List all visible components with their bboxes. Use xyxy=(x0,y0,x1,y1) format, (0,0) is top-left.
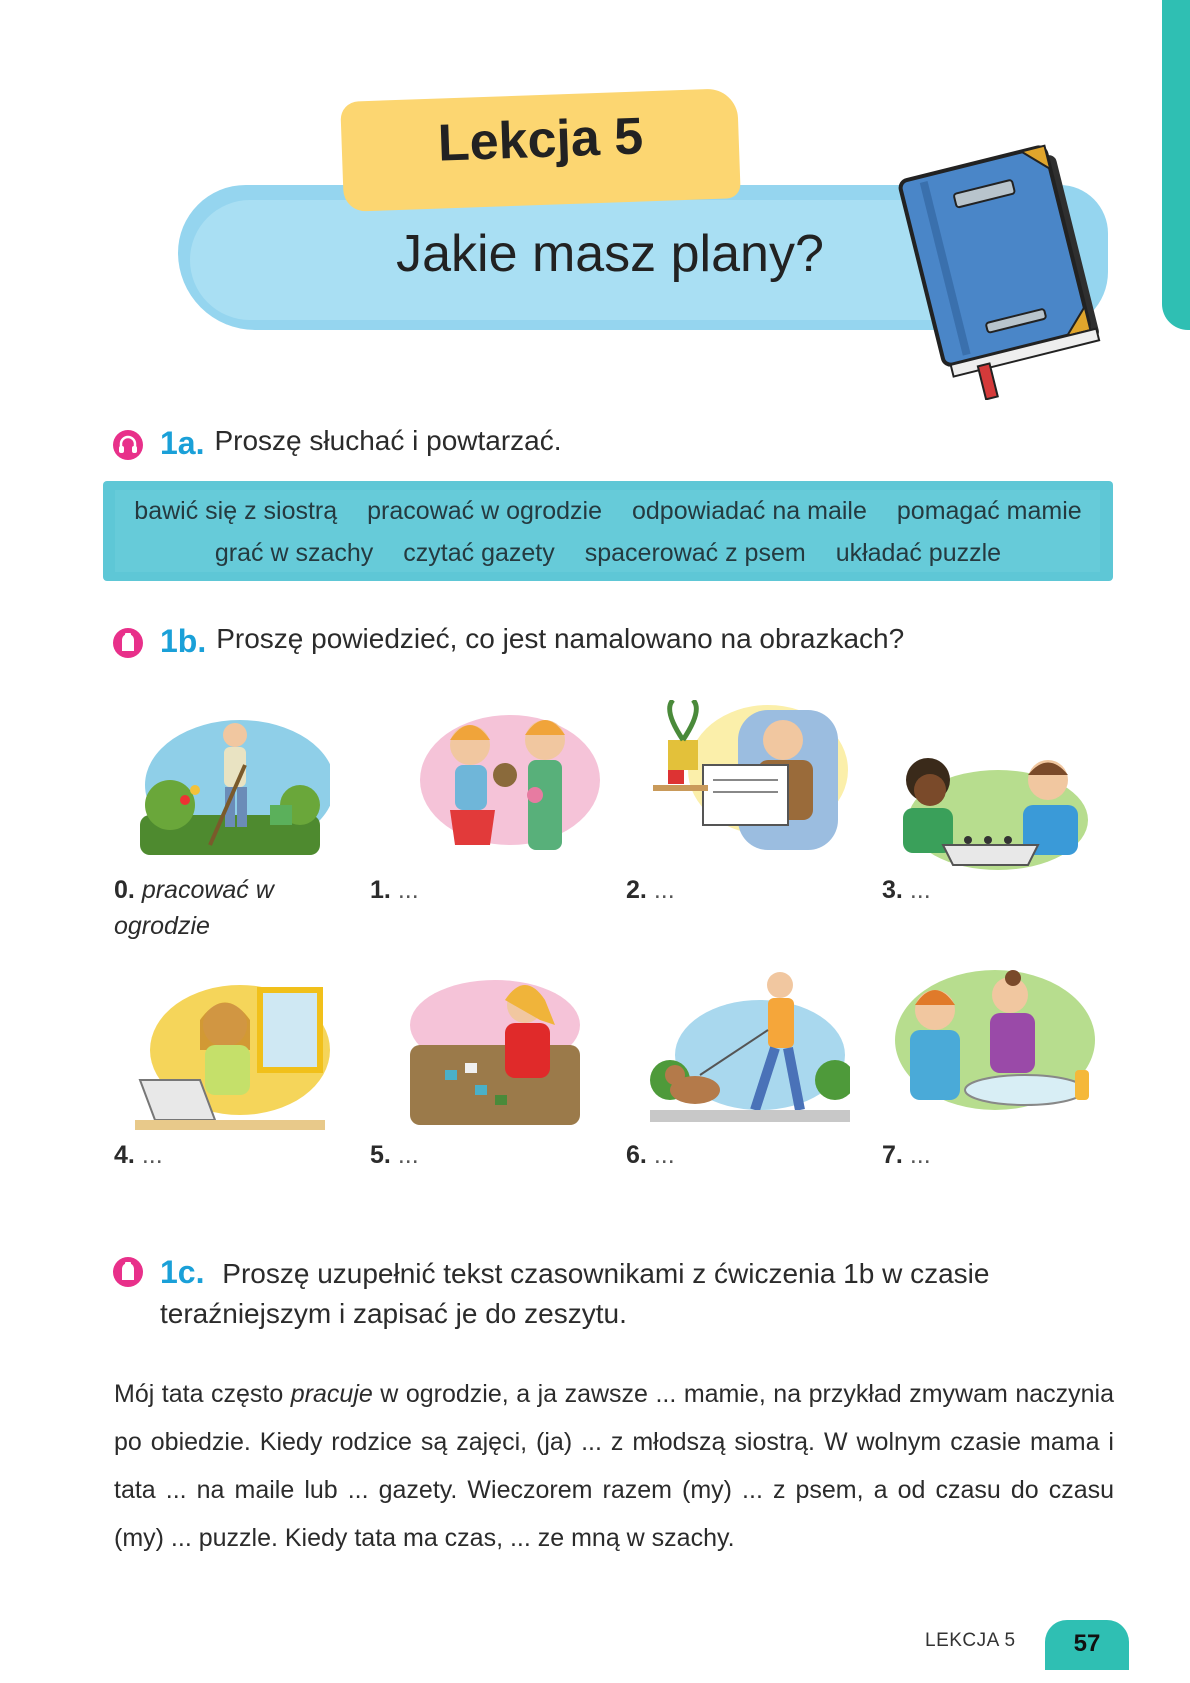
caption-0 xyxy=(114,872,324,944)
caption-4 xyxy=(114,1137,324,1173)
laptop-email-illustration xyxy=(130,980,330,1140)
exercise-1c-heading xyxy=(112,1252,1112,1334)
caption-number: 2. xyxy=(626,876,647,904)
caption-3 xyxy=(882,872,1092,908)
caption-number: 3. xyxy=(882,876,903,904)
exercise-instruction: Proszę powiedzieć, co jest namalowano na obrazkach? xyxy=(216,623,905,654)
caption-text: pracować w ogrodzie xyxy=(114,876,274,940)
exercise-text xyxy=(114,1370,1114,1562)
caption-number: 6. xyxy=(626,1141,647,1169)
playing-chess-illustration xyxy=(888,735,1088,895)
word-item: układać puzzle xyxy=(835,539,1002,567)
exercise-number: 1c. xyxy=(160,1254,205,1290)
text-part: Mój tata często xyxy=(114,1380,291,1408)
speech-icon xyxy=(112,627,144,659)
playing-sisters-illustration xyxy=(410,705,610,865)
word-item: grać w szachy xyxy=(214,539,374,567)
word-item: czytać gazety xyxy=(403,539,555,567)
page-number: 57 xyxy=(1045,1620,1129,1670)
caption-number: 4. xyxy=(114,1141,135,1169)
exercise-1a-heading xyxy=(112,425,562,462)
exercise-number: 1a. xyxy=(160,425,205,461)
caption-1 xyxy=(370,872,580,908)
caption-text: ... xyxy=(909,876,931,904)
caption-2 xyxy=(626,872,836,908)
word-item: spacerować z psem xyxy=(584,539,806,567)
caption-5 xyxy=(370,1137,580,1173)
caption-text: ... xyxy=(141,1141,163,1169)
caption-number: 7. xyxy=(882,1141,903,1169)
lesson-label: Lekcja 5 xyxy=(436,107,645,173)
puzzle-illustration xyxy=(405,975,605,1135)
exercise-instruction-line2: teraźniejszym i zapisać je do zeszytu. xyxy=(160,1298,627,1329)
word-row-2 xyxy=(103,539,1113,568)
side-tab xyxy=(1162,0,1190,330)
reading-newspaper-illustration xyxy=(648,700,848,860)
exercise-instruction-block xyxy=(160,1252,989,1334)
text-part: w ogrodzie, a ja zawsze ... mamie, na przykład zmywam naczynia po obiedzie. Kiedy rodzice są zajęci, (ja) ... z młodszą siostrą. W wolnym czasie mama i tata ... na maile lub ... gazety. Wieczorem razem (my) ... z psem, a od czasu do czasu (my) ... puzzle. Kiedy tata ma czas, ... ze mną w szachy. xyxy=(114,1380,1115,1552)
word-row-1 xyxy=(103,497,1113,526)
word-item: pomagać mamie xyxy=(896,497,1082,525)
gardening-illustration xyxy=(130,705,330,865)
book-icon xyxy=(880,130,1120,400)
word-item: bawić się z siostrą xyxy=(134,497,338,525)
word-item: odpowiadać na maile xyxy=(632,497,867,525)
caption-number: 0. xyxy=(114,876,135,904)
exercise-instruction: Proszę słuchać i powtarzać. xyxy=(214,425,562,456)
caption-text: ... xyxy=(397,1141,419,1169)
text-example: pracuje xyxy=(290,1380,373,1408)
speech-icon xyxy=(112,1256,144,1288)
exercise-instruction-line1: Proszę uzupełnić tekst czasownikami z ćwiczenia 1b w czasie xyxy=(222,1258,990,1289)
walking-dog-illustration xyxy=(650,970,850,1130)
caption-text: ... xyxy=(909,1141,931,1169)
exercise-1b-heading xyxy=(112,623,904,660)
headphones-icon xyxy=(112,429,144,461)
exercise-number: 1b. xyxy=(160,623,207,659)
page-title: Jakie masz plany? xyxy=(396,225,824,283)
footer-label: LEKCJA 5 xyxy=(925,1630,1016,1651)
caption-number: 1. xyxy=(370,876,391,904)
caption-text: ... xyxy=(397,876,419,904)
caption-text: ... xyxy=(653,1141,675,1169)
word-item: pracować w ogrodzie xyxy=(367,497,602,525)
caption-number: 5. xyxy=(370,1141,391,1169)
washing-dishes-illustration xyxy=(895,970,1095,1130)
caption-7 xyxy=(882,1137,1092,1173)
caption-6 xyxy=(626,1137,836,1173)
caption-text: ... xyxy=(653,876,675,904)
